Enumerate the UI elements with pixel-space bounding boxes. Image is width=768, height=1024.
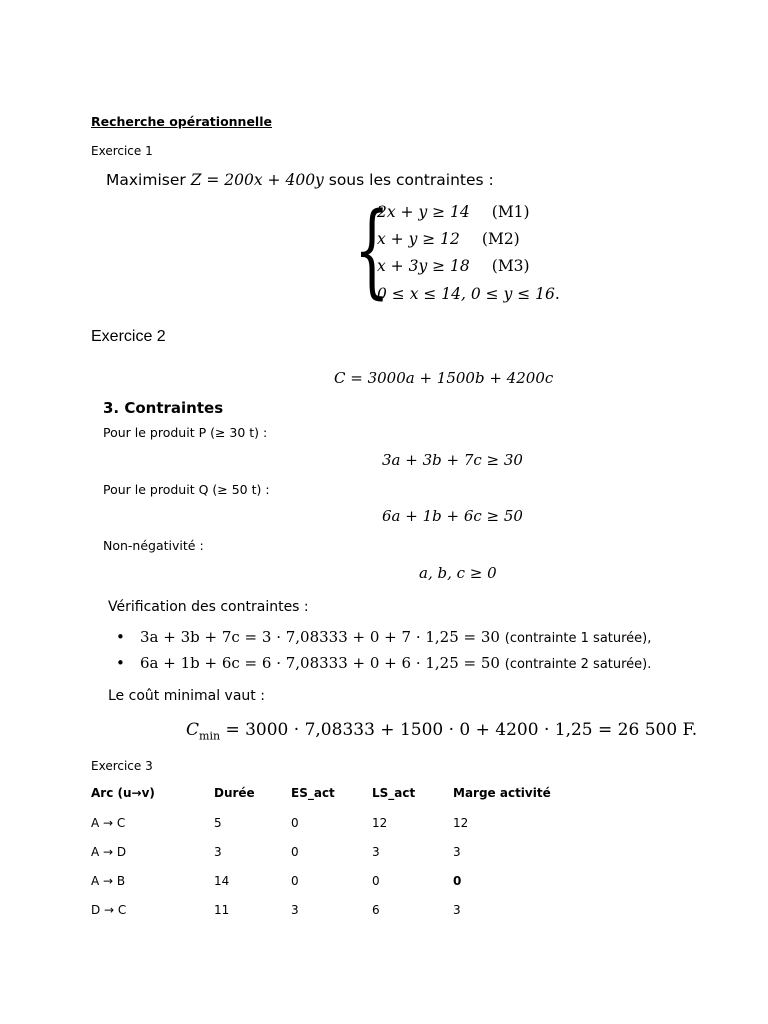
constraint-label: (M3) — [491, 257, 530, 275]
verification-item — [116, 628, 651, 646]
objective-prefix: Maximiser — [106, 171, 186, 189]
table-cell: 3 — [453, 845, 461, 859]
constraint-expr: x + y ≥ 12 — [377, 230, 460, 248]
table-cell: 3 — [372, 845, 380, 859]
constraint-brace: { — [354, 191, 390, 310]
product-q-equation: 6a + 1b + 6c ≥ 50 — [382, 507, 523, 525]
verification-equation: 3a + 3b + 7c = 3 · 7,08333 + 0 + 7 · 1,25 = 30 — [140, 628, 500, 646]
min-cost-label: Le coût minimal vaut : — [108, 688, 265, 704]
table-header-cell: Arc (u→v) — [91, 786, 155, 800]
constraint-row — [377, 257, 530, 275]
table-header-cell: ES_act — [291, 786, 335, 800]
nonneg-equation: a, b, c ≥ 0 — [419, 564, 497, 582]
min-cost-subscript: min — [199, 729, 221, 743]
table-header-cell: Marge activité — [453, 786, 551, 800]
table-cell: 3 — [453, 903, 461, 917]
bullet-icon: • — [116, 628, 125, 646]
bullet-icon: • — [116, 654, 125, 672]
table-cell: 0 — [291, 845, 299, 859]
constraint-expr: x + 3y ≥ 18 — [377, 257, 470, 275]
page-title: Recherche opérationnelle — [91, 114, 272, 129]
verification-label: Vérification des contraintes : — [108, 599, 309, 615]
cost-formula: C = 3000a + 1500b + 4200c — [334, 369, 554, 387]
table-cell: 3 — [291, 903, 299, 917]
min-cost-expression: = 3000 · 7,08333 + 1500 · 0 + 4200 · 1,25 = 26 500 F. — [220, 720, 698, 740]
table-cell: 0 — [291, 874, 299, 888]
constraint-expr: 2x + y ≥ 14 — [377, 203, 470, 221]
objective-line — [106, 171, 494, 189]
table-cell: 11 — [214, 903, 230, 917]
table-cell: 3 — [214, 845, 222, 859]
table-cell: 0 — [453, 874, 462, 888]
table-cell: A → B — [91, 874, 126, 888]
table-header-cell: Durée — [214, 786, 255, 800]
min-cost-symbol: C — [186, 720, 200, 740]
verification-note: (contrainte 1 saturée), — [504, 631, 652, 646]
objective-formula: Z = 200x + 400y — [190, 171, 324, 189]
constraint-expr: 0 ≤ x ≤ 14, 0 ≤ y ≤ 16. — [377, 285, 560, 303]
table-cell: A → C — [91, 816, 126, 830]
exercice-2-label: Exercice 2 — [91, 328, 166, 345]
section-heading: 3. Contraintes — [103, 399, 224, 417]
table-cell: 6 — [372, 903, 380, 917]
table-cell: 0 — [372, 874, 380, 888]
table-cell: 14 — [214, 874, 230, 888]
exercice-3-label: Exercice 3 — [91, 759, 153, 773]
verification-item — [116, 654, 651, 672]
table-header-cell: LS_act — [372, 786, 416, 800]
objective-suffix: sous les contraintes : — [328, 171, 494, 189]
constraint-label: (M1) — [491, 203, 530, 221]
nonneg-label: Non-négativité : — [103, 538, 204, 553]
verification-equation: 6a + 1b + 6c = 6 · 7,08333 + 0 + 6 · 1,25 = 50 — [140, 654, 500, 672]
constraint-row — [377, 230, 520, 248]
exercice-1-label: Exercice 1 — [91, 144, 153, 158]
constraint-row — [377, 285, 560, 303]
table-cell: 12 — [453, 816, 469, 830]
min-cost-formula — [186, 720, 697, 742]
table-cell: 12 — [372, 816, 388, 830]
constraint-label: (M2) — [481, 230, 520, 248]
table-cell: A → D — [91, 845, 127, 859]
product-p-equation: 3a + 3b + 7c ≥ 30 — [382, 451, 523, 469]
product-p-label: Pour le produit P (≥ 30 t) : — [103, 425, 268, 440]
table-cell: 0 — [291, 816, 299, 830]
verification-note: (contrainte 2 saturée). — [504, 657, 652, 672]
product-q-label: Pour le produit Q (≥ 50 t) : — [103, 482, 270, 497]
table-cell: 5 — [214, 816, 222, 830]
constraint-row — [377, 203, 530, 221]
table-cell: D → C — [91, 903, 127, 917]
